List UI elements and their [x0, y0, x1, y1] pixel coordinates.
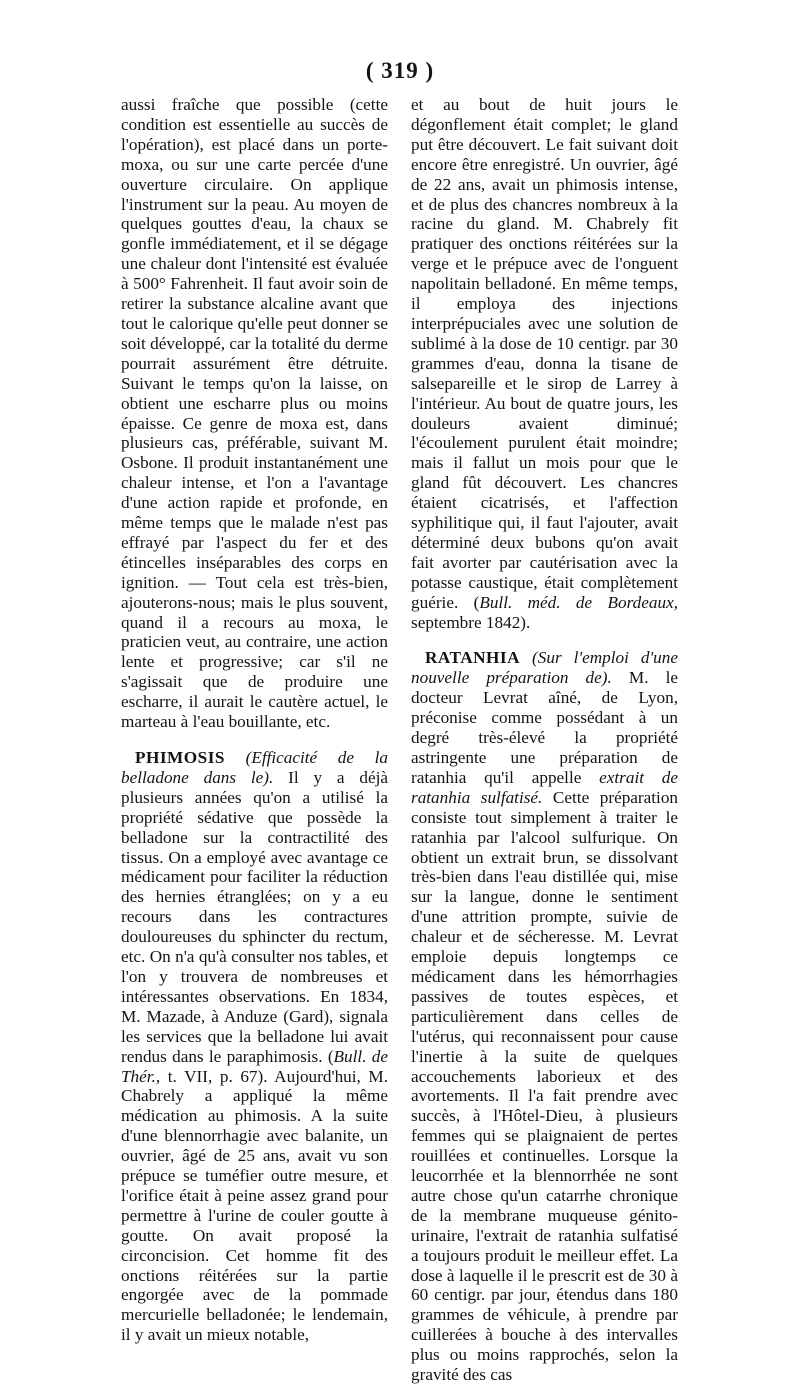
- phimosis-continuation: [411, 95, 678, 632]
- phimosis-body-2: , t. VII, p. 67). Aujourd'hui, M. Chabrely a appliqué la même médication au phimosis. A la suite d'une blennorrhagie avec balanite, un ouvrier, âgé de 25 ans, avait vu son prépuce se tuméfier outre mesure, et l'orifice était à peine assez grand pour permettre à l'urine de couler goutte à goutte. On avait proposé la circoncision. Cet homme fit des onctions réitérées sur la partie engorgée avec de la pommade mercurielle belladonée; le lendemain, il y avait un mieux notable,: [121, 1066, 388, 1345]
- ratanhia-subtitle: (Sur l'emploi d'une nouvelle préparation de).: [411, 648, 678, 688]
- ratanhia-body-1: M. le docteur Levrat aîné, de Lyon, préconise comme possédant à un degré très-élevé la propriété astringente une préparation de ratanhia qu'il appelle: [411, 668, 678, 787]
- phimosis-keyword: PHIMOSIS: [135, 748, 225, 767]
- moxa-paragraph: aussi fraîche que possible (cette condition est essentielle au succès de l'opération), est placé dans un porte-moxa, ou sur une carte percée d'une ouverture circulaire. On applique l'instrument sur la peau. Au moyen de quelques gouttes d'eau, la chaux se gonfle immédiatement, et il se dégage une chaleur dont l'intensité est évaluée à 500° Fahrenheit. Il faut avoir soin de retirer la substance alcaline avant que tout le calorique qu'elle peut donner se soit développé, car la totalité du derme pourrait assurément être détruite. Suivant le temps qu'on la laisse, on obtient une escharre plus ou moins épaisse. Ce genre de moxa est, dans plusieurs cas, préférable, suivant M. Osbone. Il produit instantanément une chaleur intense, et l'on a l'avantage d'une action rapide et profonde, en même temps que le malade n'est pas effrayé par l'aspect du fer et des étincelles inséparables des corps en ignition. — Tout cela est très-bien, ajouterons-nous; mais le plus souvent, quand il a recours au moxa, le praticien veut, au contraire, une action lente et progressive; car s'il ne s'agissait que de produire une escharre, il aurait le cautère actuel, le marteau à l'eau bouillante, etc.: [121, 95, 388, 732]
- left-column: [121, 95, 388, 1345]
- phimosis-subtitle: (Efficacité de la belladone dans le).: [121, 748, 389, 787]
- phimosis-body-1: Il y a déjà plusieurs années qu'on a utilisé la propriété sédative que possède la belladone sur la contractilité des tissus. On a employé avec avantage ce médicament pour faciliter la réduction des hernies étranglées; on y a eu recours dans les contractures douloureuses du sphincter du rectum, etc. On n'a qu'à consulter nos tables, et l'on y trouvera de nombreuses et intéressantes observations. En 1834, M. Mazade, à Anduze (Gard), signala les services que la belladone lui avait rendus dans le paraphimosis. (: [121, 767, 388, 1066]
- ratanhia-term: extrait de ratanhia sulfatisé.: [411, 767, 679, 807]
- right-column: [411, 95, 678, 1385]
- phimosis-article: [121, 748, 388, 1345]
- phimosis-continuation-body: et au bout de huit jours le dégonflement était complet; le gland put être découvert. Le fait suivant doit encore être enregistré. Un ouvrier, âgé de 22 ans, avait un phimosis intense, et de plus des chancres nombreux à la racine du gland. M. Chabrely fit pratiquer des onctions réitérées sur la verge et le prépuce avec de l'onguent napolitain belladoné. En même temps, il employa des injections interprépuciales avec une solution de sublimé à la dose de 10 centigr. par 30 grammes d'eau, donna la tisane de salsepareille et le sirop de Larrey à l'intérieur. Au bout de quatre jours, les douleurs avaient diminué; l'écoulement purulent était moindre; mais il fallut un mois pour que le gland fût découvert. Les chancres étaient cicatrisés, et l'affection syphilitique qui, il faut l'ajouter, avait déterminé deux bubons qu'on avait fait avorter par cautérisation avec la potasse caustique, était complètement guérie. (: [411, 95, 678, 612]
- ratanhia-body-2: Cette préparation consiste tout simplement à traiter le ratanhia par l'alcool sulfurique. On obtient un extrait brun, se dissolvant très-bien dans l'eau distillée qui, mise sur la langue, donne le sentiment d'une attrition prompte, suivie de chaleur et de sécheresse. M. Levrat emploie depuis longtemps ce médicament dans les hémorrhagies passives de toutes espèces, et particulièrement dans celles de l'utérus, qui reconnaissent pour cause l'inertie à la suite de quelques accouchements laborieux et des avortements. Il l'a fait prendre avec succès, à l'Hôtel-Dieu, à plusieurs femmes qui se plaignaient de pertes rouillées et continuelles. Lorsque la leucorrhée et la blennorrhée ne sont autre chose qu'un catarrhe chronique de la membrane muqueuse génito-urinaire, l'extrait de ratanhia sulfatisé a toujours produit le meilleur effet. La dose à laquelle il le prescrit est de 30 à 60 centigr. par jour, étendus dans 180 grammes de véhicule, à prendre par cuillerées à bouche à des intervalles plus ou moins rapprochés, selon la gravité des cas: [411, 787, 679, 1385]
- ratanhia-keyword: RATANHIA: [425, 648, 521, 668]
- page-number: ( 319 ): [365, 58, 435, 83]
- bordeaux-citation-journal: Bull. méd. de Bordeaux: [479, 592, 674, 612]
- ratanhia-article: [411, 648, 678, 1385]
- phimosis-citation-journal: Bull. de Thér.: [121, 1046, 388, 1086]
- bordeaux-citation-date: , septembre 1842).: [411, 592, 678, 632]
